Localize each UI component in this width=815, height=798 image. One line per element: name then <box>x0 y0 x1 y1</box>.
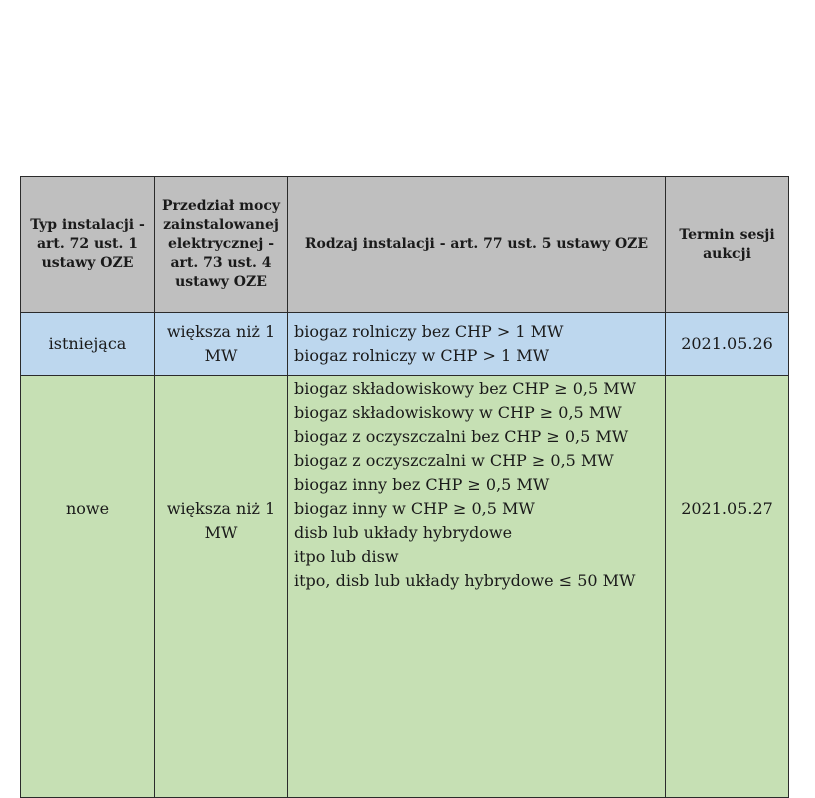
cell-kinds <box>288 313 666 376</box>
list-item: biogaz składowiskowy bez CHP ≥ 0,5 MW <box>294 379 637 398</box>
table-row <box>21 376 789 798</box>
header-auction-date: Termin sesji aukcji <box>666 177 789 313</box>
header-installation-type: Typ instalacji - art. 72 ust. 1 ustawy OZE <box>21 177 155 313</box>
cell-date: 2021.05.26 <box>666 313 789 376</box>
list-item: biogaz inny w CHP ≥ 0,5 MW <box>294 499 535 518</box>
list-item: biogaz inny bez CHP ≥ 0,5 MW <box>294 475 550 494</box>
list-item: biogaz z oczyszczalni bez CHP ≥ 0,5 MW <box>294 427 629 446</box>
list-item: biogaz rolniczy bez CHP > 1 MW <box>294 322 564 341</box>
cell-power: większa niż 1 MW <box>155 376 288 798</box>
list-item: biogaz składowiskowy w CHP ≥ 0,5 MW <box>294 403 622 422</box>
cell-type: istniejąca <box>21 313 155 376</box>
list-item: biogaz z oczyszczalni w CHP ≥ 0,5 MW <box>294 451 614 470</box>
list-item: biogaz rolniczy w CHP > 1 MW <box>294 346 550 365</box>
list-item: itpo lub disw <box>294 547 399 566</box>
list-item: itpo, disb lub układy hybrydowe ≤ 50 MW <box>294 571 636 590</box>
auction-schedule-table <box>20 176 789 798</box>
header-power-range: Przedział mocy zainstalowanej elektrycznej - art. 73 ust. 4 ustawy OZE <box>155 177 288 313</box>
list-item: disb lub układy hybrydowe <box>294 523 513 542</box>
table-header-row <box>21 177 789 313</box>
header-installation-kind: Rodzaj instalacji - art. 77 ust. 5 ustawy OZE <box>288 177 666 313</box>
cell-type: nowe <box>21 376 155 798</box>
table-row <box>21 313 789 376</box>
cell-power: większa niż 1 MW <box>155 313 288 376</box>
cell-kinds <box>288 376 666 798</box>
cell-date: 2021.05.27 <box>666 376 789 798</box>
